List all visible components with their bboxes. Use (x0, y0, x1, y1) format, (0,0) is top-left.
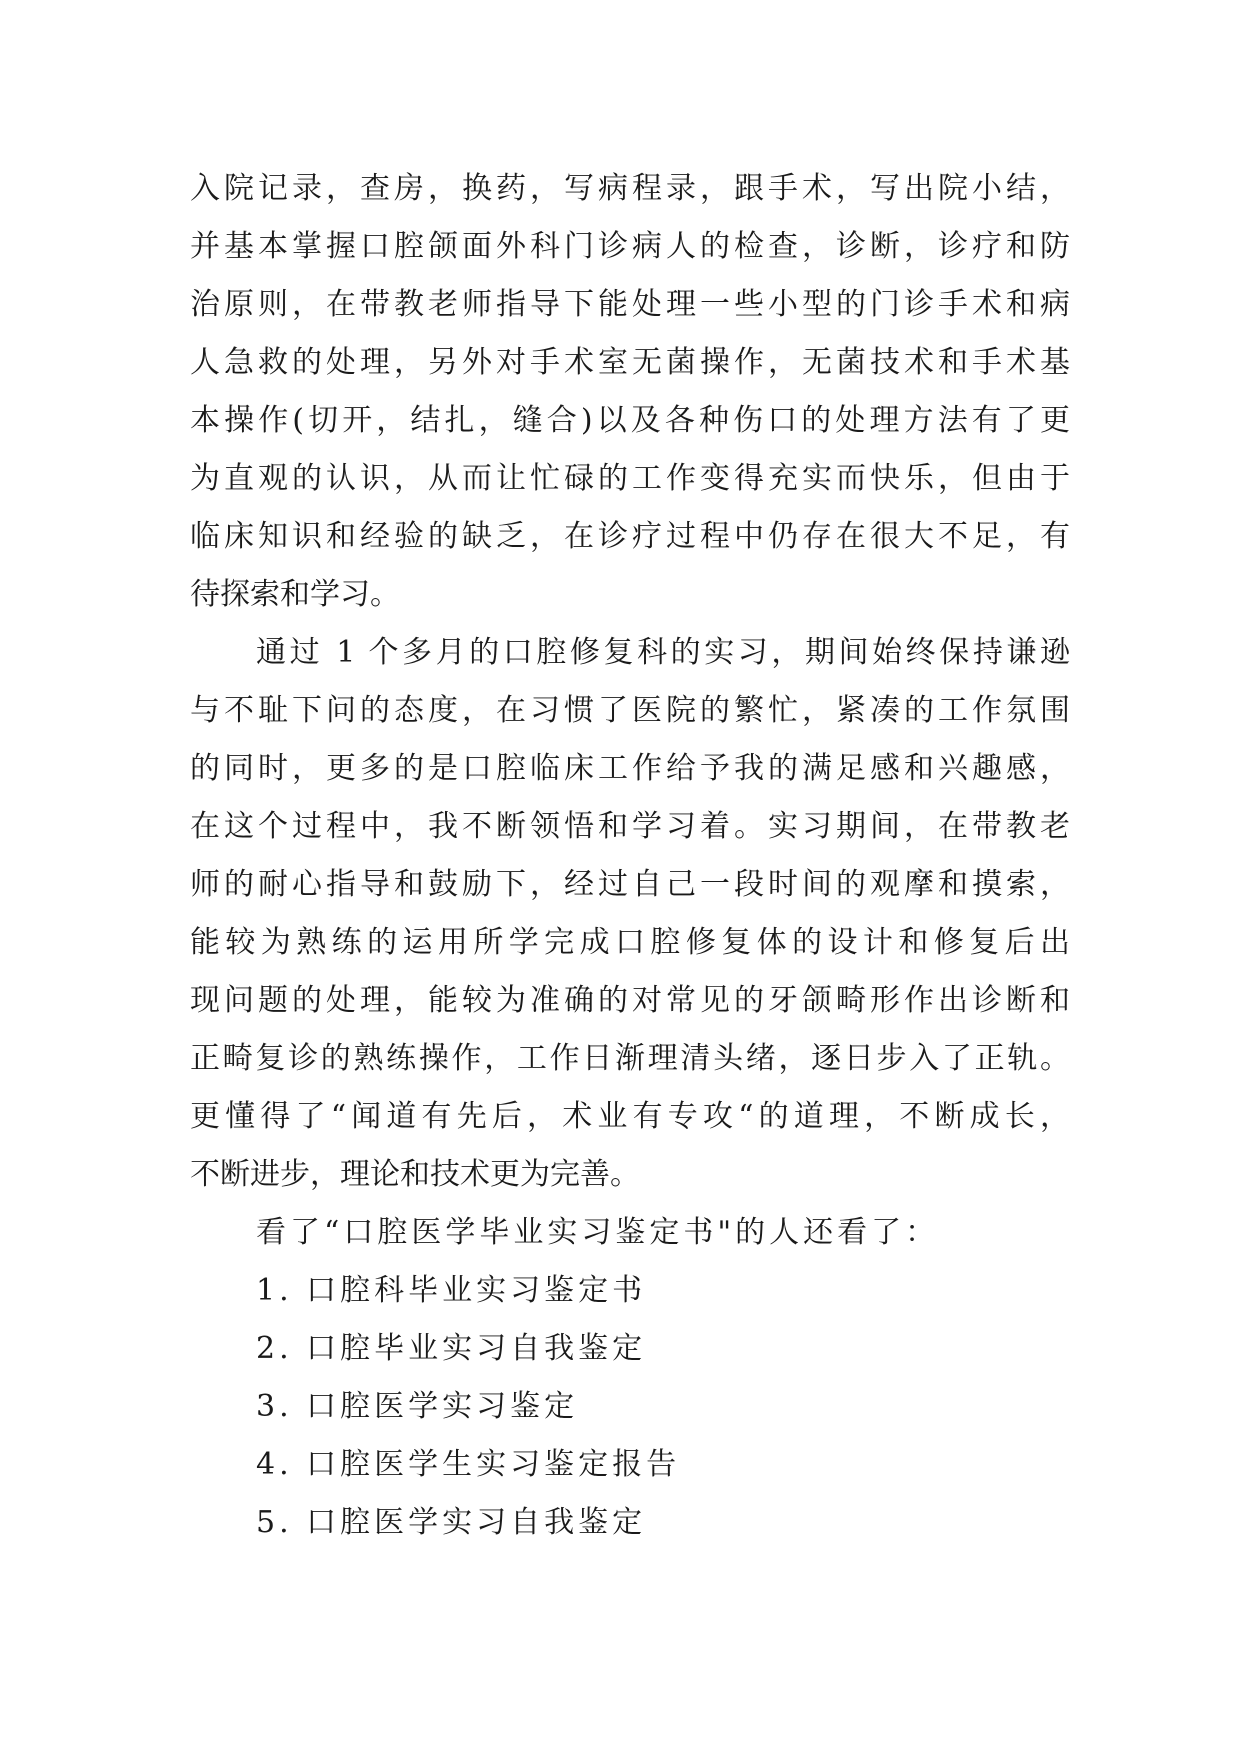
paragraph-1 (190, 160, 1070, 624)
related-intro: 看了“口腔医学毕业实习鉴定书"的人还看了： (256, 1215, 940, 1250)
paragraph-line: 治原则，在带教老师指导下能处理一些小型的门诊手术和病 (190, 287, 1070, 322)
paragraph-line: 为直观的认识，从而让忙碌的工作变得充实而快乐，但由于 (190, 461, 1070, 496)
related-link[interactable]: 1. 口腔科毕业实习鉴定书 (256, 1273, 647, 1308)
paragraph-line: 师的耐心指导和鼓励下，经过自己一段时间的观摩和摸索， (190, 867, 1070, 902)
related-section (190, 1204, 1070, 1552)
paragraph-line: 正畸复诊的熟练操作，工作日渐理清头绪，逐日步入了正轨。 (190, 1041, 1070, 1076)
paragraph-line: 现问题的处理，能较为准确的对常见的牙颌畸形作出诊断和 (190, 983, 1070, 1018)
paragraph-line: 能较为熟练的运用所学完成口腔修复体的设计和修复后出 (190, 925, 1070, 960)
paragraph-line: 待探索和学习。 (190, 577, 400, 612)
related-link[interactable]: 5. 口腔医学实习自我鉴定 (256, 1505, 647, 1540)
document-page (190, 160, 1070, 1552)
paragraph-line: 与不耻下问的态度，在习惯了医院的繁忙，紧凑的工作氛围 (190, 693, 1070, 728)
paragraph-line: 本操作(切开，结扎，缝合)以及各种伤口的处理方法有了更 (190, 403, 1070, 438)
paragraph-line: 的同时，更多的是口腔临床工作给予我的满足感和兴趣感， (190, 751, 1070, 786)
related-link[interactable]: 4. 口腔医学生实习鉴定报告 (256, 1447, 681, 1482)
paragraph-line: 临床知识和经验的缺乏，在诊疗过程中仍存在很大不足，有 (190, 519, 1070, 554)
paragraph-line: 入院记录，查房，换药，写病程录，跟手术，写出院小结， (190, 171, 1070, 206)
paragraph-line: 人急救的处理，另外对手术室无菌操作，无菌技术和手术基 (190, 345, 1070, 380)
related-link[interactable]: 2. 口腔毕业实习自我鉴定 (256, 1331, 647, 1366)
paragraph-2 (190, 624, 1070, 1204)
paragraph-line: 不断进步，理论和技术更为完善。 (190, 1157, 640, 1192)
paragraph-line: 并基本掌握口腔颌面外科门诊病人的检查，诊断，诊疗和防 (190, 229, 1070, 264)
related-link[interactable]: 3. 口腔医学实习鉴定 (256, 1389, 579, 1424)
paragraph-line: 更懂得了“闻道有先后，术业有专攻“的道理，不断成长， (190, 1099, 1070, 1134)
paragraph-line: 在这个过程中，我不断领悟和学习着。实习期间，在带教老 (190, 809, 1070, 844)
paragraph-line: 通过 1 个多月的口腔修复科的实习，期间始终保持谦逊 (256, 635, 1070, 670)
